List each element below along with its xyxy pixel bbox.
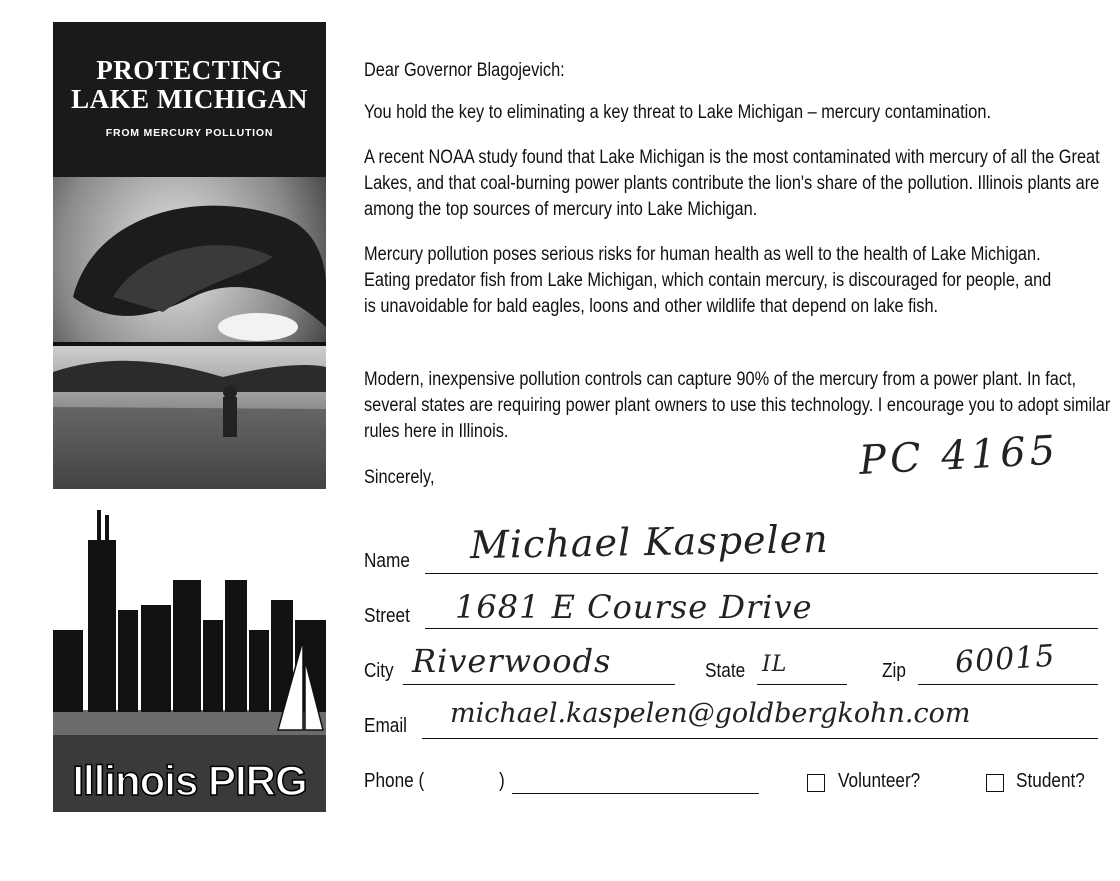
- phone-area-code-close: ): [499, 770, 505, 792]
- student-checkbox[interactable]: [986, 774, 1004, 792]
- email-field-handwritten[interactable]: michael.kaspelen@goldbergkohn.com: [450, 698, 971, 729]
- zip-underline: [918, 684, 1098, 685]
- street-underline: [425, 628, 1098, 629]
- volunteer-checkbox[interactable]: [807, 774, 825, 792]
- student-label: Student?: [1016, 770, 1085, 792]
- zip-label: Zip: [882, 660, 906, 682]
- email-underline: [422, 738, 1098, 739]
- street-field-handwritten[interactable]: 1681 E Course Drive: [455, 588, 813, 626]
- city-label: City: [364, 660, 394, 682]
- state-field-handwritten[interactable]: IL: [762, 652, 788, 677]
- name-field-handwritten[interactable]: Michael Kaspelen: [469, 516, 830, 568]
- letter-closing: Sincerely,: [364, 467, 435, 488]
- letter-salutation: Dear Governor Blagojevich:: [364, 60, 565, 81]
- city-field-handwritten[interactable]: Riverwoods: [412, 642, 612, 680]
- letter-paragraph-2: A recent NOAA study found that Lake Michigan is the most contaminated with mercury of all the Great Lakes, and that coal-burning power plants contribute the lion's share of the pollution. Illinois plants are among the top sources of mercury into Lake Michigan.: [364, 147, 1100, 220]
- name-underline: [425, 573, 1098, 574]
- volunteer-label: Volunteer?: [838, 770, 921, 792]
- state-label: State: [705, 660, 746, 682]
- organization-logo-text: Illinois PIRG: [72, 757, 307, 804]
- brochure-title-line1: PROTECTING: [96, 55, 283, 85]
- phone-underline[interactable]: [512, 793, 759, 794]
- wave-lake-photo: [53, 177, 326, 489]
- letter-paragraph-1: You hold the key to eliminating a key threat to Lake Michigan – mercury contamination.: [364, 102, 992, 123]
- phone-label: Phone (: [364, 770, 425, 792]
- state-underline: [757, 684, 847, 685]
- brochure-title: [53, 56, 326, 114]
- city-underline: [403, 684, 675, 685]
- name-label: Name: [364, 550, 410, 572]
- brochure-skyline: [53, 510, 326, 812]
- email-label: Email: [364, 715, 408, 737]
- brochure-title-line2: LAKE MICHIGAN: [71, 84, 308, 114]
- letter-paragraph-3: Mercury pollution poses serious risks for human health as well to the health of Lake Michigan. Eating predator fish from Lake Michigan, which contain mercury, is discouraged for people, and is unavoidable for bald eagles, loons and other wildlife that depend on lake fish.: [364, 244, 1052, 317]
- street-label: Street: [364, 605, 410, 627]
- handwritten-reference-code: PC 4165: [858, 427, 1061, 484]
- zip-field-handwritten[interactable]: 60015: [953, 638, 1057, 681]
- letter-paragraph-4: Modern, inexpensive pollution controls can capture 90% of the mercury from a power plant. In fact, several states are requiring power plant owners to use this technology. I encourage you to adopt similar rules here in Illinois.: [364, 369, 1111, 442]
- brochure-cover: [53, 22, 326, 489]
- brochure-subtitle: FROM MERCURY POLLUTION: [105, 127, 274, 139]
